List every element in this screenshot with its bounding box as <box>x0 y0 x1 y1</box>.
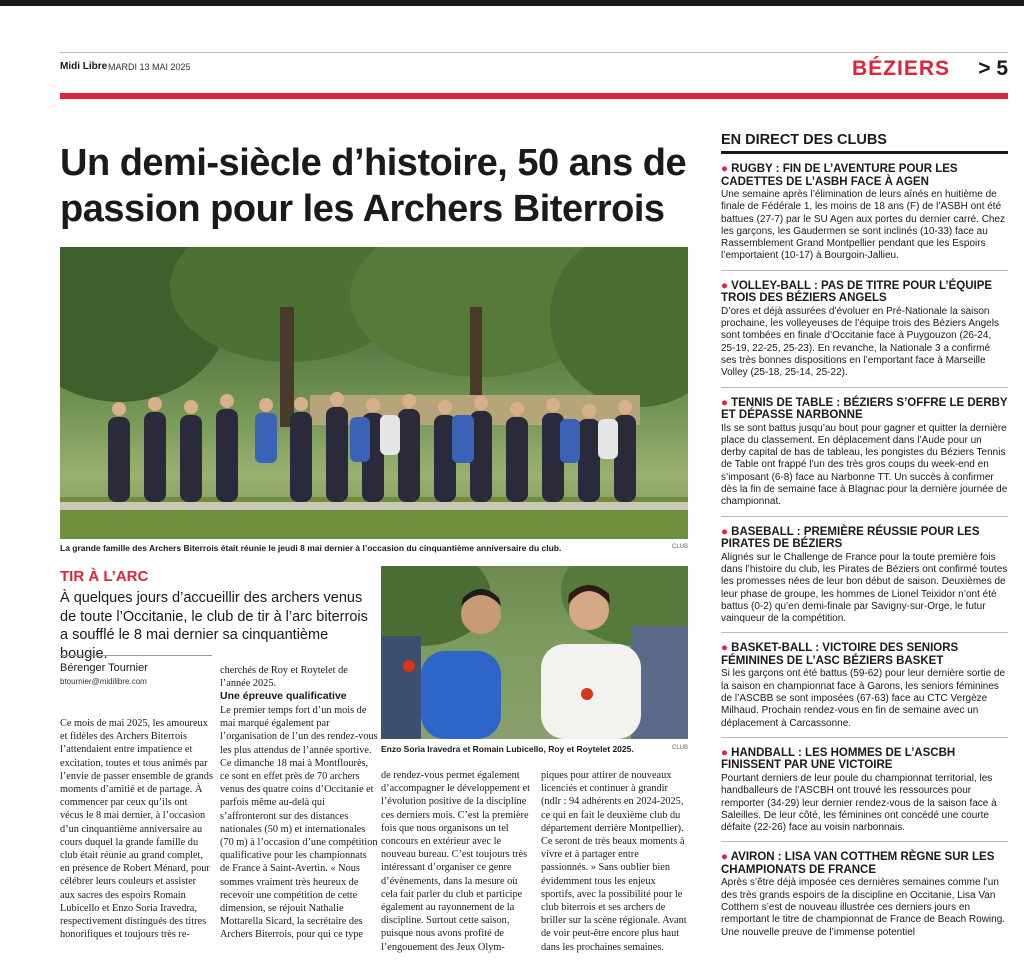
issue-date: MARDI 13 MAI 2025 <box>108 62 191 72</box>
sidebar-item-heading-text: TENNIS DE TABLE : BÉZIERS S’OFFRE LE DERBY ET DÉPASSE NARBONNE <box>721 396 1008 422</box>
sidebar-item-body: Une semaine après l’élimination de leurs aînés en huitième de finale de Fédérale 1, les moins de 18 ans (F) de l’ASBH ont été battues (27-7) par le SU Agen aux portes du dernier carré. Chez les garçons, les Gaudermen se sont inclinés (10-33) face au Rassemblement Grand Montpellier pendant que les Espoirs l’emportaient (10-17) à Bourgoin-Jallieu. <box>721 189 1006 262</box>
sidebar-item-body: Pourtant derniers de leur poule du championnat territorial, les handballeurs de l’ASCBH ont trouvé les ressources pour remporter (34-29) leur dernier rendez-vous de la saison face à Saleilles. De leur côté, les féminines ont concédé une courte défaite (22-26) face au voisin narbonnais. <box>721 772 997 834</box>
sidebar-item-heading <box>721 747 1008 772</box>
bullet-dot-icon: ● <box>721 163 732 175</box>
sidebar-item-heading <box>721 280 1008 305</box>
sidebar-item-basket <box>721 642 1008 729</box>
headline: Un demi-siècle d’histoire, 50 ans de passion pour les Archers Biterrois <box>60 142 687 230</box>
group-photo-illustration <box>60 247 688 539</box>
sidebar-item-heading-text: HANDBALL : LES HOMMES DE L’ASCBH FINISSENT PAR UNE VICTOIRE <box>721 746 956 772</box>
sidebar-item-heading <box>721 163 1008 188</box>
sidebar-item-body: Après s’être déjà imposée ces dernières semaines comme l’un des très grands espoirs de la discipline en Occitanie, Lisa Van Cotthem s’est de nouveau illustrée ces derniers jours en remportant le titre de championnat de France de Beach Rowing. Une nouvelle preuve de l’immense potentiel <box>721 877 1006 938</box>
author-email: btournier@midilibre.com <box>60 677 147 686</box>
sidebar-item-baseball <box>721 526 1008 626</box>
bullet-dot-icon: ● <box>721 396 732 409</box>
group-photo <box>60 247 688 539</box>
sidebar-item-heading <box>721 526 1008 551</box>
sidebar-item-handball <box>721 747 1008 834</box>
photo2-credit: CLUB <box>671 745 688 751</box>
header-rule <box>60 93 1008 99</box>
sidebar-item-body: Si les garçons ont été battus (59-62) pour leur dernière sortie de la saison en championnat face à Garons, les seniors féminines de l’ASCBB se sont imposées (67-63) face au CTC Vergèze Milhaud. Prochain rendez-vous en fin de semaine avec un déplacement à Carcassonne. <box>721 668 1006 729</box>
sidebar-divider <box>721 387 1008 388</box>
sidebar-item-heading-text: BASEBALL : PREMIÈRE RÉUSSIE POUR LES PIRATES DE BÉZIERS <box>721 525 980 551</box>
page-number: > 5 <box>978 57 1008 80</box>
photo1-caption-text: La grande famille des Archers Biterrois était réunie le jeudi 8 mai dernier à l’occasion du cinquantième anniversaire du club. <box>60 543 562 553</box>
page-header <box>60 52 1008 85</box>
sidebar-item-heading <box>721 851 1008 876</box>
portrait-photo <box>381 566 688 739</box>
bullet-dot-icon: ● <box>721 279 732 292</box>
sidebar-item-tennis <box>721 397 1008 509</box>
body-column-2: Le premier temps fort d’un mois de mai marqué également par l’organisation de l’un des rendez-vous les plus attendus de l’année sportive. Ce dimanche 18 mai à Montflourès, ce sont en effet près de 70 archers venus des quatre coins d’Occitanie et parfois même au-delà qui s’affronteront sur des distances nationales (50 m) et internationales (70 m) à l’occasion d’une compétition qualificative pour les championnats de France à Saint-Avertin. « Nous sommes vraiment très heureux de recevoir une compétition de cette dimension, se réjouit Nathalie Mottarella Sicard, la secrétaire des Archers Biterrois, pour qui ce type <box>220 705 378 941</box>
photo2-caption <box>381 744 688 754</box>
body-column-1: Ce mois de mai 2025, les amoureux et fidèles des Archers Biterrois l’attendaient entre impatience et excitation, toutes et tous animés par l’envie de passer ensemble de grands moments d’amitié et de partage. À commencer par ceux qu’ils ont vécus le 8 mai dernier, à l’occasion d’un cinquantième anniversaire au cours duquel la grande famille du club était réunie au grand complet, en présence de Robert Ménard, pour célébrer leurs couleurs et assister aux sacres des espoirs Romain Lubicello et Enzo Soria Iravedra, respectivement distingués des titres honorifiques et toujours très re- <box>60 718 213 941</box>
publication-name: Midi Libre <box>60 61 108 72</box>
bullet-dot-icon: ● <box>721 746 732 759</box>
body-column-2-top: cherchés de Roy et Roytelet de l’année 2025. <box>220 665 348 690</box>
photo2-caption-text: Enzo Soria Iravedra et Romain Lubicello, Roy et Roytelet 2025. <box>381 744 634 754</box>
bullet-dot-icon: ● <box>721 525 732 538</box>
sidebar-item-heading-text: AVIRON : LISA VAN COTTHEM RÈGNE SUR LES CHAMPIONATS DE FRANCE <box>721 851 995 876</box>
sidebar-item-body: D’ores et déjà assurées d’évoluer en Pré-Nationale la saison prochaine, les volleyeuses de l’équipe trois des Béziers Angels sont tombées en finale d’Occitanie face à Puygouzon (26-24, 25-19, 22-25, 25-23). En revanche, la Nationale 3 a confirmé ses très bonnes dispositions en l’emportant face à Marseille Volley (25-18, 25-14, 25-22). <box>721 305 999 379</box>
photo1-credit: CLUB <box>671 544 688 550</box>
body-column-3: de rendez-vous permet également d’accompagner le développement et l’évolution positive de la discipline ces derniers mois. C’est la première fois que nous organisons un tel concours en extérieur avec le nouveau bureau. C’est toujours très intéressant d’organiser ce genre d’évènements, dans la mesure où cela fait parler du club et participe également au rayonnement de la discipline. Surtout cette saison, puisque nous avons profité de l’engouement des Jeux Olym- <box>381 770 530 953</box>
body-column-4: piques pour attirer de nouveaux licenciés et continuer à grandir (ndlr : 94 adhérents en 2024-2025, ce qui en fait le deuxième club du département derrière Montpellier). Ce seront de très beaux moments à vivre et à partager entre passionnés. » Sans oublier bien évidemment tous les enjeux sportifs, avec la possibilité pour le club biterrois et ses archers de briller sur la scène régionale. Avant de voir peut-être encore plus haut dans les prochaines semaines. <box>541 770 687 953</box>
author-box <box>60 655 212 686</box>
bullet-dot-icon: ● <box>721 851 731 864</box>
sidebar-item-heading-text: RUGBY : FIN DE L’AVENTURE POUR LES CADETTES DE L’ASBH FACE À AGEN <box>721 163 958 188</box>
sidebar-divider <box>721 737 1008 738</box>
sidebar-divider <box>721 270 1008 271</box>
sidebar-title: EN DIRECT DES CLUBS <box>721 132 1008 154</box>
section-name: BÉZIERS <box>851 57 950 80</box>
sidebar-divider <box>721 632 1008 633</box>
sidebar-item-body: Ils se sont battus jusqu’au bout pour gagner et quitter la dernière place du classement. En déplacement dans l’Aude pour un derby capital de bas de tableau, les pongistes du Béziers Tennis de Table ont frappé l’un des très gros coups du week-end en s’imposant (6-8) face au Narbonne TT. Un succès à confirmer dès la fin de semaine face à Blagnac pour la dernière journée de championnat. <box>721 422 1008 508</box>
chapo: À quelques jours d’accueillir des archers venus de toute l’Occitanie, le club de tir à l’arc biterrois a soufflé le 8 mai dernier sa cinquantième bougie. <box>60 590 368 662</box>
kicker: TIR À L’ARC <box>60 568 149 585</box>
photo1-caption <box>60 543 688 553</box>
bullet-dot-icon: ● <box>721 642 732 655</box>
sidebar-divider <box>721 516 1008 517</box>
sidebar-item-aviron <box>721 851 1008 938</box>
sidebar-item-rugby <box>721 163 1008 263</box>
sidebar-item-heading-text: BASKET-BALL : VICTOIRE DES SENIORS FÉMININES DE L’ASC BÉZIERS BASKET <box>721 642 959 667</box>
top-bar <box>0 0 1024 6</box>
portrait-photo-illustration <box>381 566 688 739</box>
sidebar-item-volley <box>721 280 1008 380</box>
author-name: Bérenger Tournier <box>60 662 148 674</box>
sidebar-clubs <box>721 132 1008 939</box>
sidebar-item-heading-text: VOLLEY-BALL : PAS DE TITRE POUR L’ÉQUIPE TROIS DES BÉZIERS ANGELS <box>721 279 993 305</box>
sidebar-item-body: Alignés sur le Challenge de France pour la toute première fois dans l’histoire du club, les Pirates de Béziers ont confirmé toutes les promesses nées de leur bon début de saison. Deuxièmes de leur phase de groupe, les hommes de Lionel Teixidor n’ont été battus (0-2) qu’en demi-finale par Savigny-sur-Orge, le futur vainqueur de la compétition. <box>721 551 1008 625</box>
sidebar-divider <box>721 841 1008 842</box>
sidebar-item-heading <box>721 397 1008 422</box>
subheading: Une épreuve qualificative <box>220 690 347 702</box>
sidebar-item-heading <box>721 642 1008 667</box>
